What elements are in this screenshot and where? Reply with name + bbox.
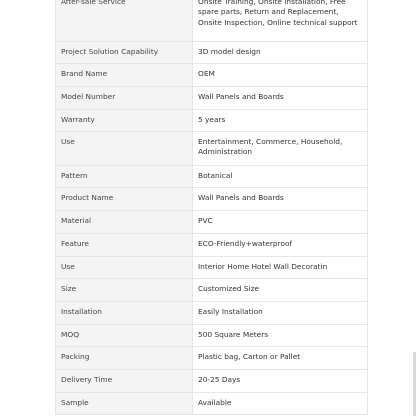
table-row <box>56 211 368 234</box>
spec-label: Pattern <box>56 166 193 188</box>
spec-value: Onsite Training, Onsite Installation, Free spare parts, Return and Replacement, Onsite Inspection, Online technical support <box>193 0 368 42</box>
spec-label: Model Number <box>56 87 193 110</box>
spec-label: Brand Name <box>56 64 193 87</box>
spec-value: OEM <box>193 64 368 87</box>
spec-value: Botanical <box>193 166 368 188</box>
spec-label: Feature <box>56 234 193 257</box>
spec-value: Available <box>193 393 368 415</box>
spec-label: Product Name <box>56 188 193 211</box>
table-row <box>56 166 368 188</box>
spec-label: Packing <box>56 347 193 370</box>
table-row <box>56 110 368 132</box>
table-row <box>56 64 368 87</box>
table-row <box>56 132 368 166</box>
table-row <box>56 42 368 64</box>
spec-label: Size <box>56 279 193 302</box>
table-row <box>56 302 368 325</box>
table-row <box>56 87 368 110</box>
spec-label: Use <box>56 132 193 166</box>
table-row <box>56 347 368 370</box>
table-row <box>56 257 368 279</box>
spec-value: Wall Panels and Boards <box>193 188 368 211</box>
table-row <box>56 234 368 257</box>
spec-label: Material <box>56 211 193 234</box>
spec-value: 500 Square Meters <box>193 325 368 347</box>
spec-value: Interior Home Hotel Wall Decoratin <box>193 257 368 279</box>
spec-value: 3D model design <box>193 42 368 64</box>
table-row <box>56 370 368 393</box>
spec-value: Customized Size <box>193 279 368 302</box>
spec-label: Warranty <box>56 110 193 132</box>
spec-value: Plastic bag, Carton or Pallet <box>193 347 368 370</box>
spec-value: Easily Installation <box>193 302 368 325</box>
table-row <box>56 279 368 302</box>
product-spec-table <box>55 0 368 415</box>
spec-label: Project Solution Capability <box>56 42 193 64</box>
spec-label: Installation <box>56 302 193 325</box>
spec-value: 5 years <box>193 110 368 132</box>
spec-label: Sample <box>56 393 193 415</box>
spec-value: PVC <box>193 211 368 234</box>
spec-value: ECO-Friendly+waterproof <box>193 234 368 257</box>
spec-value: 20-25 Days <box>193 370 368 393</box>
table-row <box>56 0 368 42</box>
spec-label: MOQ <box>56 325 193 347</box>
spec-value: Entertainment, Commerce, Household, Administration <box>193 132 368 166</box>
spec-label: After-sale Service <box>56 0 193 42</box>
table-row <box>56 393 368 415</box>
spec-label: Delivery Time <box>56 370 193 393</box>
spec-label: Use <box>56 257 193 279</box>
spec-value: Wall Panels and Boards <box>193 87 368 110</box>
table-row <box>56 188 368 211</box>
table-row <box>56 325 368 347</box>
